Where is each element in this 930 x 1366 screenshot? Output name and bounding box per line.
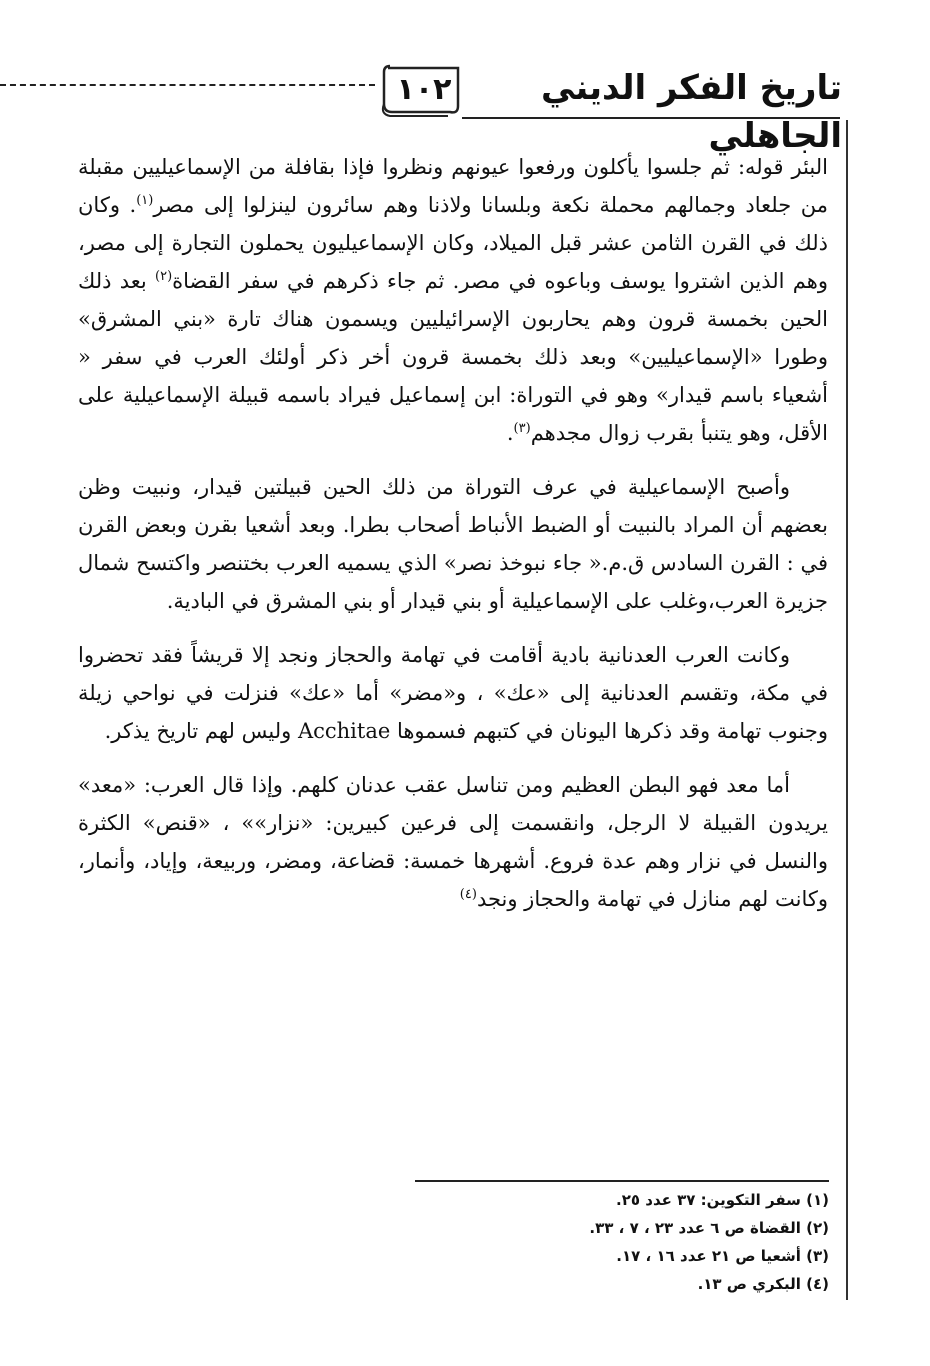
paragraph-4-text: أما معد فهو البطن العظيم ومن تناسل عقب عدنان كلهم. وإذا قال العرب: «معد» يريدون القبيلة لا الرجل، وانقسمت إلى فرعين كبيرين: «نزار»» ، «قنص» الكثرة والنسل في نزار وهم عدة فروع. أشهرها خمسة: قضاعة، ومضر، وربيعة، وإياد، وأنمار، وكانت لهم منازل في تهامة والحجاز ونجد [78,773,828,911]
paragraph-1-text-d: . [506,421,514,445]
footnotes [415,1186,829,1298]
footnote-4: (٤) البكري ص ١٣. [697,1275,829,1293]
body-text [78,148,828,918]
footnote-ref-3: (٣) [513,421,531,436]
footnote-2: (٢) القضاة ص ٦ عدد ٢٣ ، ٧ ، ٣٣. [589,1219,829,1237]
footnote-ref-1: (١) [136,193,154,208]
right-margin-bar [846,120,848,1300]
footnote-3: (٣) أشعيا ص ٢١ عدد ١٦ ، ١٧. [616,1247,829,1265]
header-rule [462,117,840,119]
paragraph-1-text-a: البئر قوله: ثم جلسوا يأكلون ورفعوا عيونهم ونظروا فإذا بقافلة من الإسماعيليين مقبلة من جلعاد وجمالهم محملة نكعة وبلسانا ولاذنا وهم سائرون لينزلوا إلى مصر [78,155,828,217]
footnote-1: (١) سفر التكوين: ٣٧ عدد ٢٥. [616,1191,829,1209]
running-title: تاريخ الفكر الديني الجاهلي [541,68,842,156]
footnote-rule [415,1180,829,1182]
footnote-ref-4: (٤) [459,887,477,902]
paragraph-4 [78,766,828,918]
paragraph-1 [78,148,828,452]
paragraph-1-text-b: . وكان ذلك في القرن الثامن عشر قبل الميلاد، وكان الإسماعيليون يحملون التجارة إلى مصر، وهم الذين اشتروا يوسف وباعوه في مصر. ثم جاء ذكرهم في سفر القضاة [78,193,828,293]
paragraph-1-text-c: بعد ذلك الحين بخمسة قرون وهم يحاربون الإسرائيليين ويسمون هناك تارة «بني المشرق» وطورا «الإسماعيليين» وبعد ذلك بخمسة قرون أخر ذكر أولئك العرب في سفر « أشعياء باسم قيدار» وهو في التوراة: ابن إسماعيل فيراد باسمه قبيلة الإسماعيلية على الأقل، وهو يتنبأ بقرب زوال مجدهم [78,269,828,445]
header-dashed-line [0,84,375,86]
paragraph-3: وكانت العرب العدنانية بادية أقامت في تهامة والحجاز ونجد إلا قريشاً فقد تحضروا في مكة، وتقسم العدنانية إلى «عك» ، و«مضر» أما «عك» فنزلت في نواحي زيلة وجنوب تهامة وقد ذكرها اليونان في كتبهم فسموها Acchitae وليس لهم تاريخ يذكر. [78,643,828,743]
paragraph-2: وأصبح الإسماعيلية في عرف التوراة من ذلك الحين قبيلتين قيدار، ونبيت وظن بعضهم أن المراد بالنبيت أو الضبط الأنباط أصحاب بطرا. وبعد أشعيا بقرن وبعض القرن في : القرن السادس ق.م.« جاء نبوخذ نصر» الذي يسميه العرب بختنصر واكتسح شمال جزيرة العرب،وغلب على الإسماعيلية أو بني قيدار أو بني المشرق في البادية. [78,475,828,613]
footnote-ref-2: (٢) [155,269,173,284]
page-number: ١٠٢ [396,72,452,107]
